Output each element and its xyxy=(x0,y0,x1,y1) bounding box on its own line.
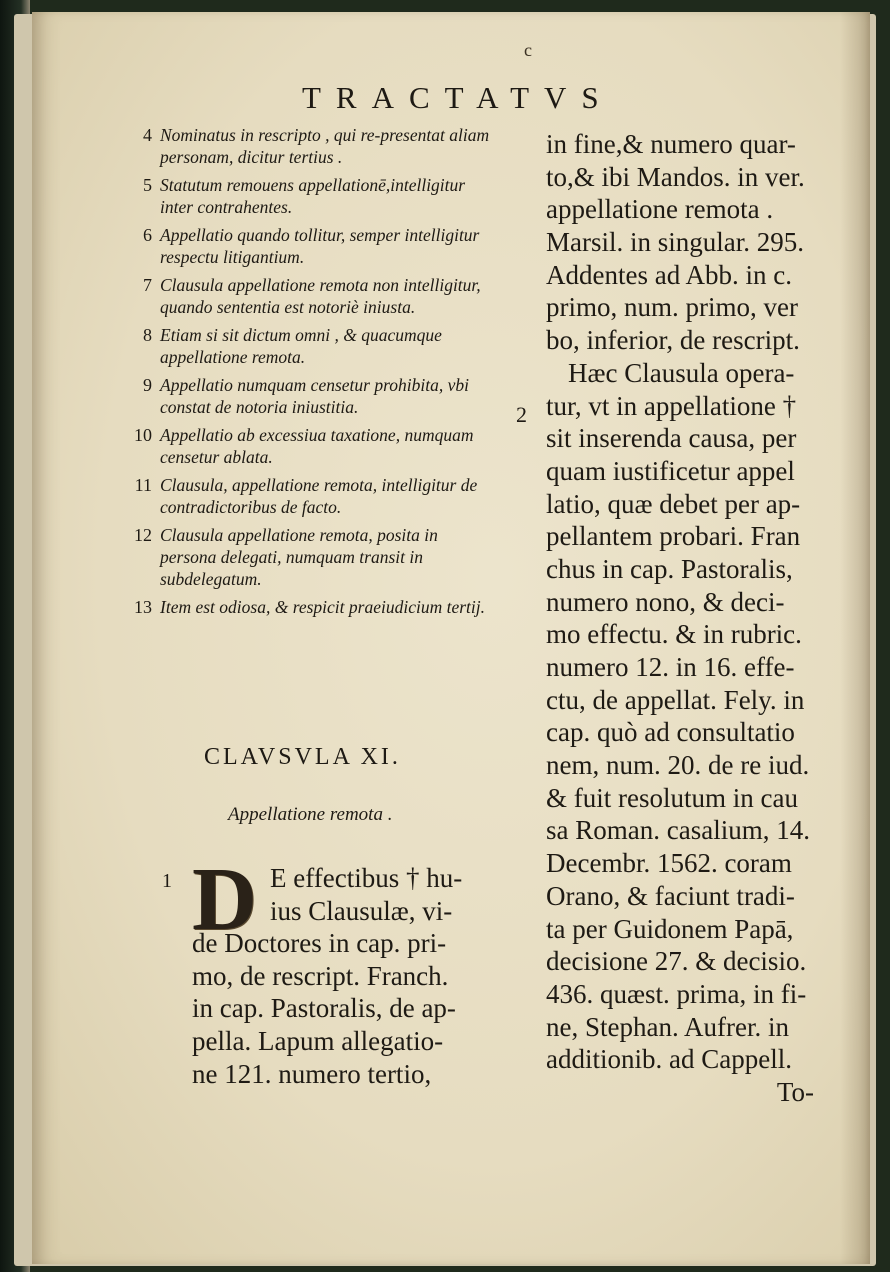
text-line: cap. quò ad consultatio xyxy=(546,717,795,748)
text-line: 436. quæst. prima, in fi- xyxy=(546,978,807,1009)
summary-entry xyxy=(126,174,496,218)
text-line: appellatione remota . xyxy=(546,194,774,225)
text-line: Marsil. in singular. 295. xyxy=(546,227,804,258)
summary-number: 8 xyxy=(143,325,152,345)
catchword: To- xyxy=(776,1076,814,1107)
running-head: TRACTATVS xyxy=(302,80,614,115)
summary-number: 13 xyxy=(134,597,152,617)
text-line: in fine,& numero quar- xyxy=(546,129,796,159)
text-line: Orano, & faciunt tradi- xyxy=(546,880,795,911)
summary-number: 12 xyxy=(134,525,152,545)
text-line: tur, vt in appellatione † xyxy=(546,390,797,421)
text-line: Hæc Clausula opera- xyxy=(568,357,795,388)
text-line: chus in cap. Pastoralis, xyxy=(546,553,793,584)
summary-number: 7 xyxy=(143,275,152,295)
text-line: pellantem probari. Fran xyxy=(546,521,801,552)
text-line: to,& ibi Mandos. in ver. xyxy=(546,161,805,192)
text-line: ctu, de appellat. Fely. in xyxy=(546,684,805,715)
summary-text: Clausula appellatione remota, posita in persona delegati, numquam transit in subdelegatum. xyxy=(160,525,438,589)
summary-text: Statutum remouens appellationē,intelligitur inter contrahentes. xyxy=(160,175,466,217)
summary-entry xyxy=(126,374,496,418)
text-line: quam iustificetur appel xyxy=(546,455,795,486)
summary-number: 9 xyxy=(143,375,152,395)
summary-text: Nominatus in rescripto , qui re-presentat aliam personam, dicitur tertius . xyxy=(160,125,490,167)
text-line: latio, quæ debet per ap- xyxy=(546,488,801,519)
text-line: in cap. Pastoralis, de ap- xyxy=(192,993,456,1024)
text-line: ta per Guidonem Papā, xyxy=(546,913,794,944)
summary-entry xyxy=(126,596,496,618)
summary-entry xyxy=(126,474,496,518)
summary-number: 4 xyxy=(143,125,152,145)
text-line: sa Roman. casalium, 14. xyxy=(546,815,810,846)
summary-text: Appellatio ab excessiua taxatione, numquam censetur ablata. xyxy=(160,425,474,467)
text-line: mo, de rescript. Franch. xyxy=(192,960,449,991)
summary-entry xyxy=(126,424,496,468)
summary-text: Clausula appellatione remota non intelligitur, quando sententia est notoriè iniusta. xyxy=(160,275,481,317)
summary-number: 6 xyxy=(143,225,152,245)
text-line: & fuit resolutum in cau xyxy=(546,782,798,813)
text-line: sit inserenda causa, per xyxy=(546,423,797,454)
left-column-text xyxy=(192,850,492,1090)
summary-text: Item est odiosa, & respicit praeiudicium tertij. xyxy=(160,597,486,617)
summary-list xyxy=(126,124,496,624)
summary-entry xyxy=(126,324,496,368)
text-line: numero nono, & deci- xyxy=(546,586,785,617)
summary-entry xyxy=(126,124,496,168)
margin-number: 1 xyxy=(162,870,172,892)
text-line: Addentes ad Abb. in c. xyxy=(546,259,792,290)
text-line: de Doctores in cap. pri- xyxy=(192,928,447,959)
text-line: numero 12. in 16. effe- xyxy=(546,652,795,682)
clause-subheading: Appellatione remota . xyxy=(228,804,393,825)
summary-entry xyxy=(126,524,496,590)
summary-number: 11 xyxy=(134,475,152,495)
text-line: nem, num. 20. de re iud. xyxy=(546,750,810,781)
summary-number: 5 xyxy=(143,175,152,195)
drop-cap: D xyxy=(192,850,257,949)
book-page xyxy=(32,12,870,1264)
summary-text: Etiam si sit dictum omni , & quacumque appellatione remota. xyxy=(160,325,442,367)
text-line: additionib. ad Cappell. xyxy=(546,1044,792,1075)
text-line: ne, Stephan. Aufrer. in xyxy=(546,1011,789,1042)
text-line: E effectibus † hu- xyxy=(270,863,463,893)
text-line: pella. Lapum allegatio- xyxy=(192,1025,444,1056)
text-line: bo, inferior, de rescript. xyxy=(546,325,800,356)
text-line: Decembr. 1562. coram xyxy=(546,848,792,879)
text-line: ne 121. numero tertio, xyxy=(192,1058,432,1089)
margin-number: 2 xyxy=(516,402,527,427)
summary-entry xyxy=(126,274,496,318)
clause-heading: CLAVSVLA XI. xyxy=(204,744,401,770)
right-column-text xyxy=(546,128,866,1109)
top-mark: c xyxy=(524,40,532,60)
text-line: ius Clausulæ, vi- xyxy=(270,895,453,926)
text-line: primo, num. primo, ver xyxy=(546,292,798,323)
summary-text: Clausula, appellatione remota, intelligitur de contradictoribus de facto. xyxy=(160,475,478,517)
text-line: mo effectu. & in rubric. xyxy=(546,619,802,650)
text-line: decisione 27. & decisio. xyxy=(546,946,807,977)
summary-number: 10 xyxy=(134,425,152,445)
summary-text: Appellatio quando tollitur, semper intelligitur respectu litigantium. xyxy=(160,225,480,267)
summary-entry xyxy=(126,224,496,268)
summary-text: Appellatio numquam censetur prohibita, vbi constat de notoria iniustitia. xyxy=(160,375,469,417)
